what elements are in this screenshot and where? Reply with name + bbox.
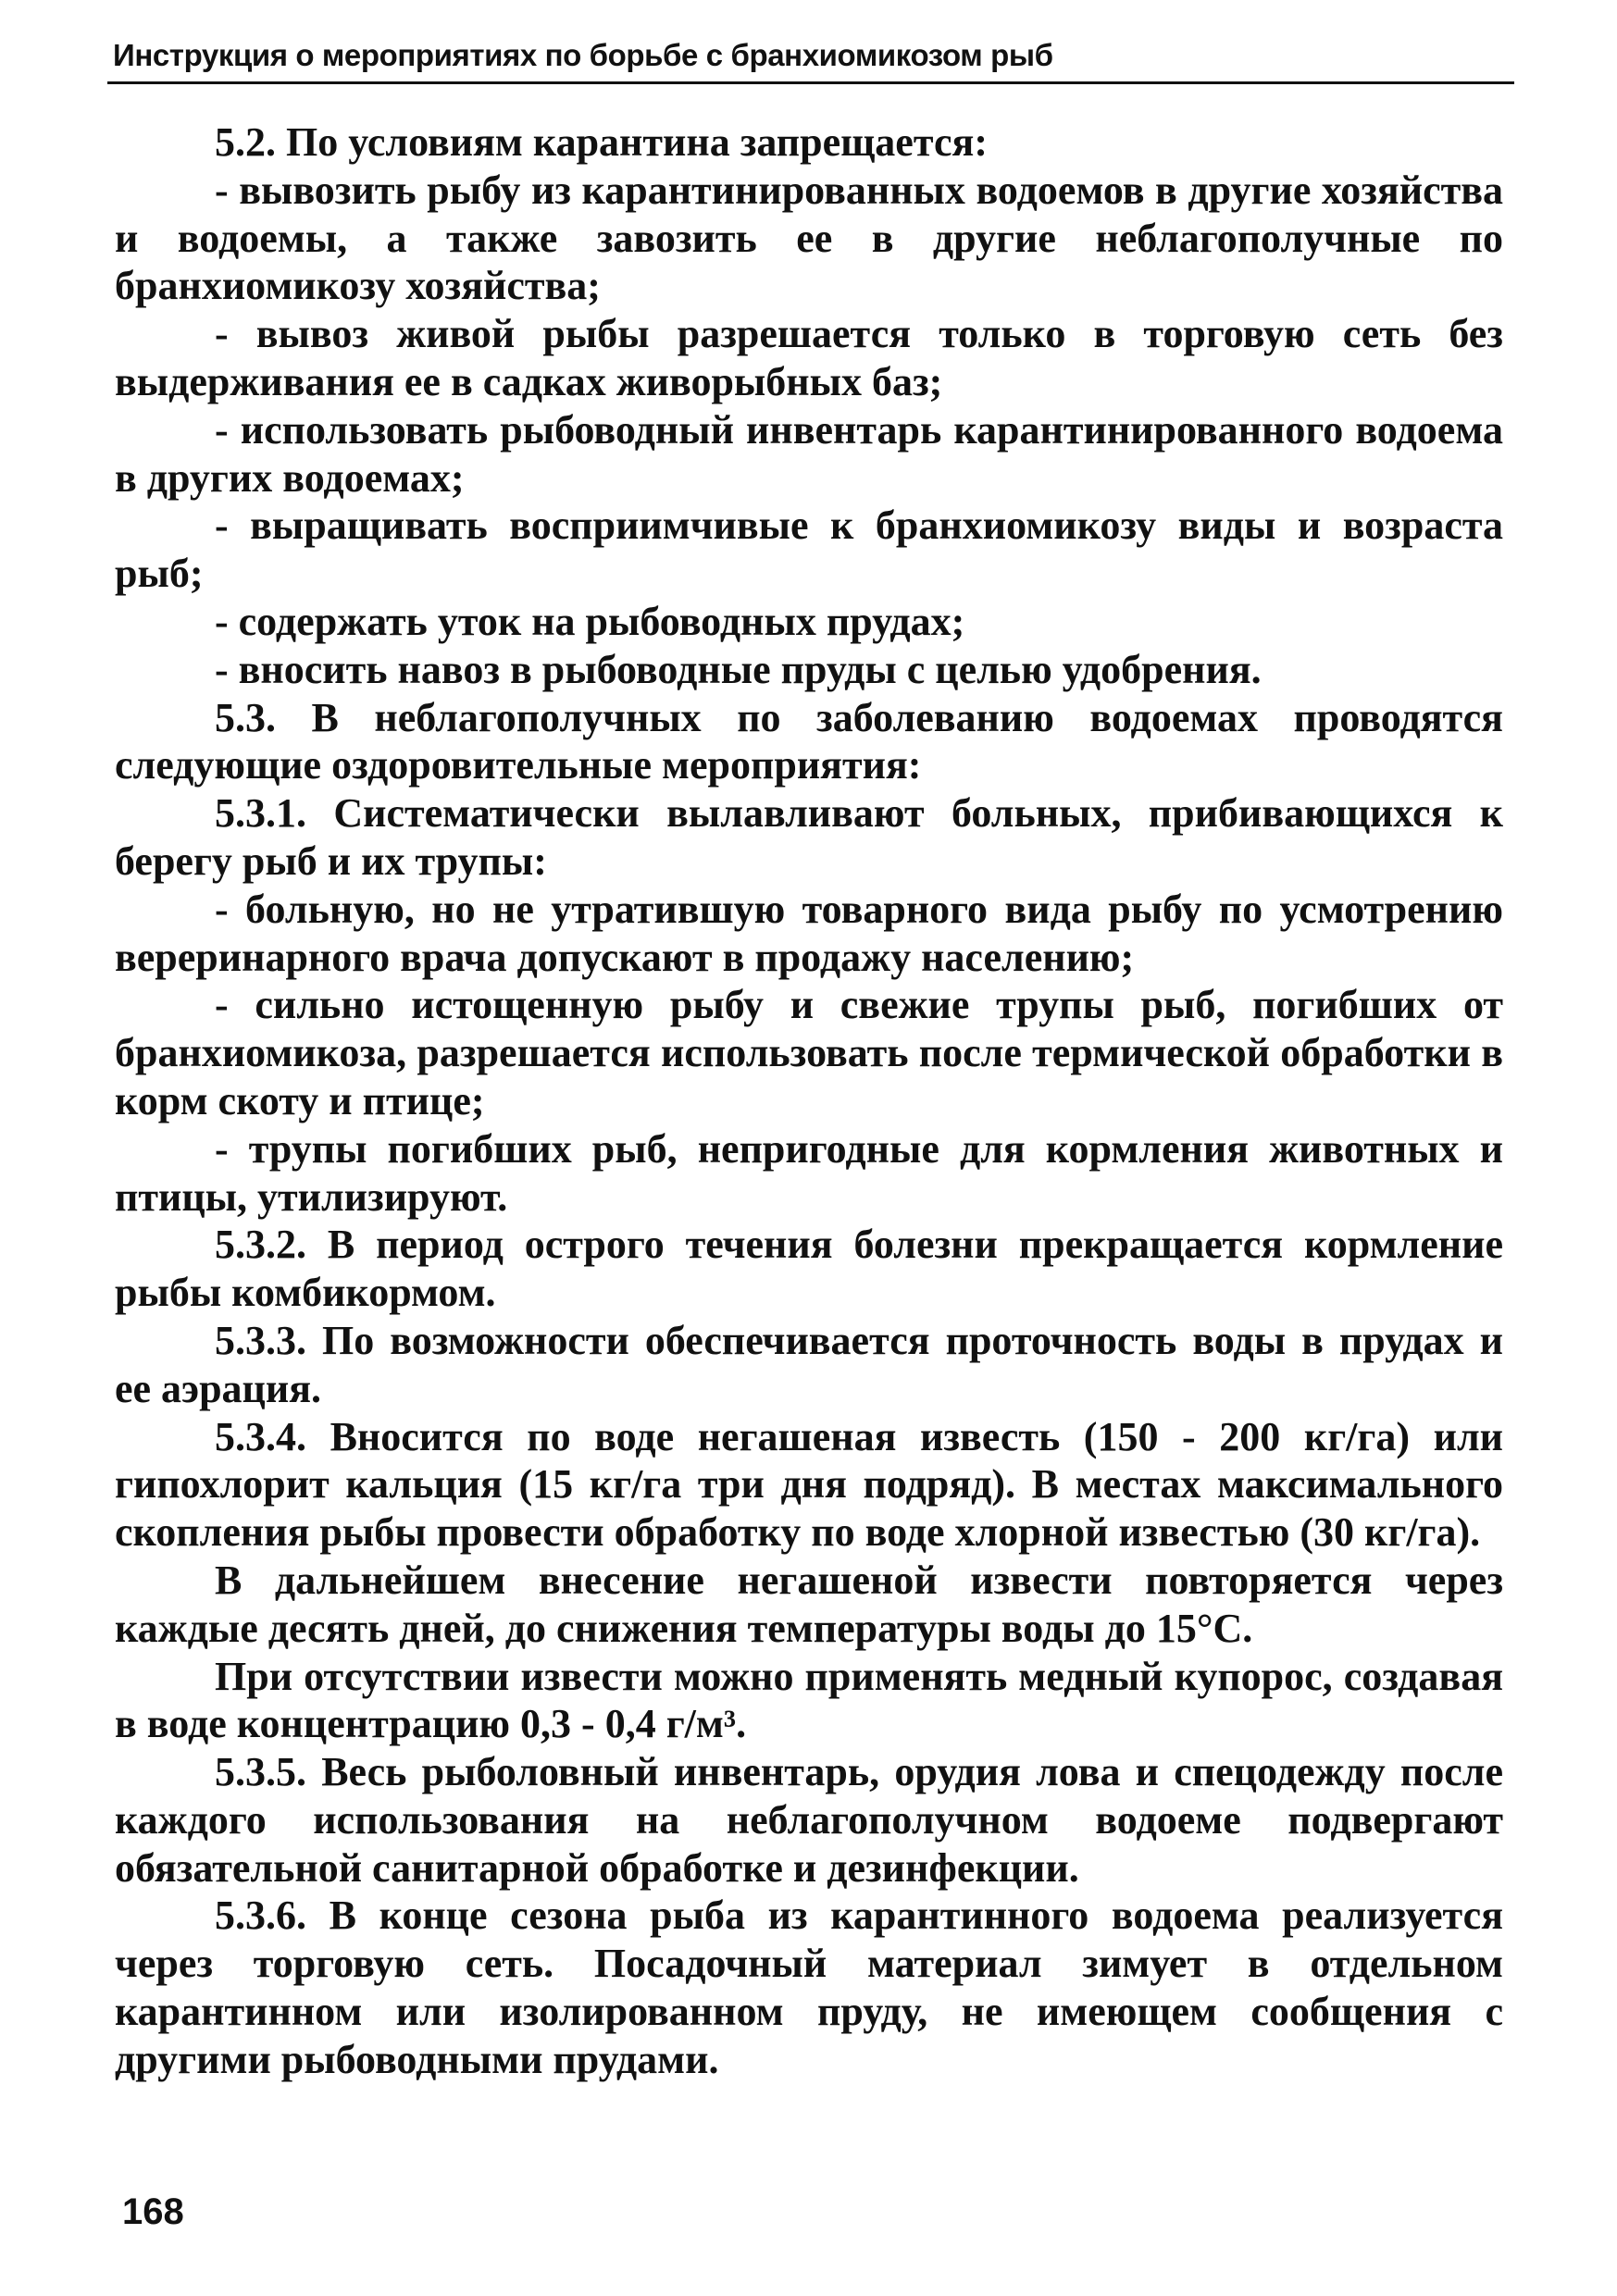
paragraph: - выращивать восприимчивые к бранхиомикозу виды и возраста рыб;	[115, 503, 1503, 597]
paragraph: В дальнейшем внесение негашеной извести повторяется через каждые десять дней, до снижения температуры воды до 15°С.	[115, 1557, 1503, 1651]
paragraph: 5.3.2. В период острого течения болезни прекращается кормление рыбы комбикормом.	[115, 1222, 1503, 1316]
paragraph: - вносить навоз в рыбоводные пруды с целью удобрения.	[215, 646, 1262, 692]
paragraph: - больную, но не утратившую товарного вида рыбу по усмотрению вереринарного врача допускают в продажу населению;	[115, 886, 1503, 980]
paragraph: - трупы погибших рыб, непригодные для кормления животных и птицы, утилизируют.	[115, 1125, 1503, 1220]
paragraph: - вывоз живой рыбы разрешается только в торговую сеть без выдерживания ее в садках живорыбных баз;	[115, 311, 1503, 404]
header-rule	[107, 81, 1514, 84]
body-text	[115, 118, 1503, 2084]
running-header: Инструкция о мероприятиях по борьбе с бранхиомикозом рыб	[113, 38, 1053, 72]
page-number: 168	[122, 2191, 184, 2232]
paragraph: При отсутствии извести можно применять медный купорос, создавая в воде концентрацию 0,3 - 0,4 г/м³.	[115, 1653, 1503, 1747]
paragraph: - сильно истощенную рыбу и свежие трупы рыб, погибших от бранхиомикоза, разрешается использовать после термической обработки в корм скоту и птице;	[115, 982, 1503, 1123]
paragraph: - вывозить рыбу из карантинированных водоемов в другие хозяйства и водоемы, а также завозить ее в другие неблагополучные по бранхиомикозу хозяйства;	[115, 167, 1503, 309]
paragraph: 5.3.5. Весь рыболовный инвентарь, орудия лова и спецодежду после каждого использования на неблагополучном водоеме подвергают обязательной санитарной обработке и дезинфекции.	[115, 1749, 1503, 1891]
paragraph: 5.2. По условиям карантина запрещается:	[215, 119, 988, 165]
paragraph: 5.3.1. Систематически вылавливают больных, прибивающихся к берегу рыб и их трупы:	[115, 790, 1503, 884]
paragraph: 5.3.3. По возможности обеспечивается проточность воды в прудах и ее аэрация.	[115, 1317, 1503, 1411]
paragraph: - использовать рыбоводный инвентарь карантинированного водоема в других водоемах;	[115, 406, 1503, 501]
paragraph: - содержать уток на рыбоводных прудах;	[215, 598, 965, 644]
paragraph: 5.3. В неблагополучных по заболеванию водоемах проводятся следующие оздоровительные мероприятия:	[115, 694, 1503, 788]
paragraph: 5.3.4. Вносится по воде негашеная известь (150 - 200 кг/га) или гипохлорит кальция (15 кг/га три дня подряд). В местах максимального скопления рыбы провести обработку по воде хлорной известью (30 кг/га).	[115, 1413, 1503, 1556]
paragraph: 5.3.6. В конце сезона рыба из карантинного водоема реализуется через торговую сеть. Посадочный материал зимует в отдельном карантинном или изолированном пруду, не имеющем сообщения с другими рыбоводными прудами.	[115, 1893, 1503, 2082]
